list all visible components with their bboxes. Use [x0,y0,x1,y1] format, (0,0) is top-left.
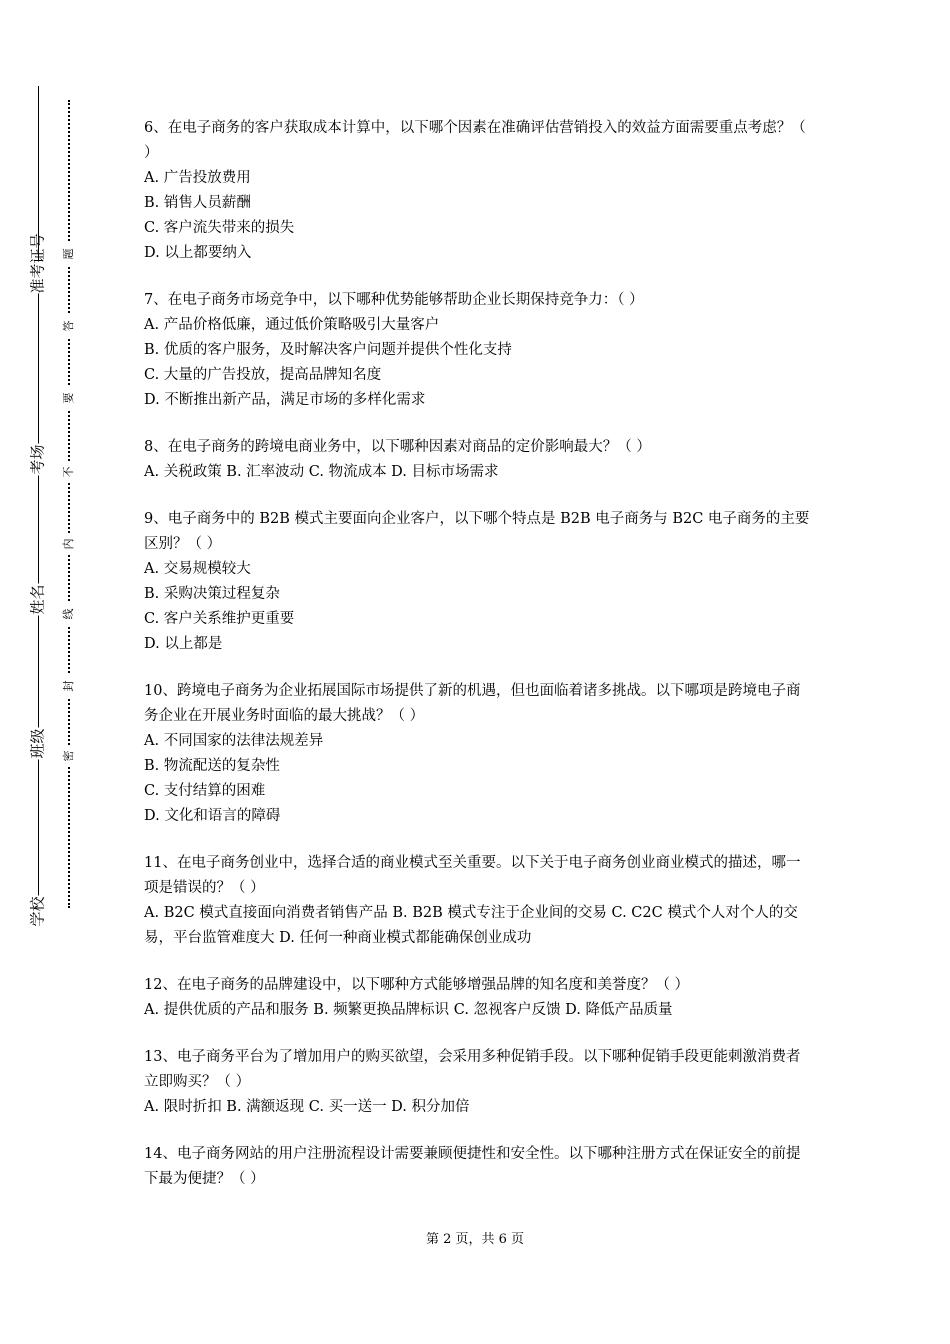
question-7 [144,288,814,413]
seal-char: 封 [61,675,77,697]
options-inline: A. 关税政策 B. 汇率波动 C. 物流成本 D. 目标市场需求 [144,464,499,480]
question-11 [144,851,814,951]
page-footer: 第 2 页，共 6 页 [425,1232,525,1247]
option-b: B. 采购决策过程复杂 [144,586,280,602]
seal-char: 题 [61,243,77,265]
option-a: A. 不同国家的法律法规差异 [144,733,324,749]
exam-room-label: 考场 [28,444,47,475]
question-stem: 13、电子商务平台为了增加用户的购买欲望，会采用多种促销手段。以下哪种促销手段更能刺激消费者立即购买？（ ） [144,1049,801,1090]
option-c: C. 支付结算的困难 [144,783,266,799]
question-14 [144,1142,814,1192]
options-inline: A. 限时折扣 B. 满额返现 C. 买一送一 D. 积分加倍 [144,1099,470,1115]
option-b: B. 销售人员薪酬 [144,195,251,211]
option-a: A. 产品价格低廉，通过低价策略吸引大量客户 [144,317,440,333]
option-d: D. 以上都是 [144,636,223,652]
option-d: D. 文化和语言的障碍 [144,808,281,824]
binding-line [38,86,39,926]
options-inline: A. B2C 模式直接面向消费者销售产品 B. B2B 模式专注于企业间的交易 C. C2C 模式个人对个人的交易，平台监管难度大 D. 任何一种商业模式都能确保创业成功 [144,905,798,946]
exam-id-label: 准考证号 [28,233,47,294]
seal-char: 不 [61,461,77,483]
question-stem: 7、在电子商务市场竞争中，以下哪种优势能够帮助企业长期保持竞争力：（ ） [144,292,644,308]
seal-char: 答 [61,315,77,337]
option-a: A. 广告投放费用 [144,170,251,186]
question-8 [144,435,814,485]
seal-char: 线 [61,603,77,625]
option-c: C. 客户流失带来的损失 [144,220,295,236]
option-c: C. 大量的广告投放，提高品牌知名度 [144,367,382,383]
option-c: C. 客户关系维护更重要 [144,611,295,627]
question-stem: 8、在电子商务的跨境电商业务中，以下哪种因素对商品的定价影响最大？（ ） [144,439,651,455]
question-10 [144,679,814,829]
question-9 [144,507,814,657]
option-d: D. 不断推出新产品，满足市场的多样化需求 [144,392,426,408]
seal-char: 密 [61,745,77,767]
seal-char: 内 [61,533,77,555]
question-list [144,116,814,1214]
question-6 [144,116,814,266]
seal-dotted-line [68,100,70,908]
class-label: 班级 [28,728,47,759]
name-label: 姓名 [28,584,47,615]
question-stem: 9、电子商务中的 B2B 模式主要面向企业客户，以下哪个特点是 B2B 电子商务与 B2C 电子商务的主要区别？（ ） [144,511,810,552]
question-stem: 12、在电子商务的品牌建设中，以下哪种方式能够增强品牌的知名度和美誉度？（ ） [144,977,690,993]
question-stem: 11、在电子商务创业中，选择合适的商业模式至关重要。以下关于电子商务创业商业模式的描述，哪一项是错误的？（ ） [144,855,801,896]
question-stem: 14、电子商务网站的用户注册流程设计需要兼顾便捷性和安全性。以下哪种注册方式在保证安全的前提下最为便捷？（ ） [144,1146,801,1187]
question-13 [144,1045,814,1120]
school-label: 学校 [28,896,47,927]
question-stem: 10、跨境电子商务为企业拓展国际市场提供了新的机遇，但也面临着诸多挑战。以下哪项是跨境电子商务企业在开展业务时面临的最大挑战？（ ） [144,683,801,724]
option-d: D. 以上都要纳入 [144,245,252,261]
option-a: A. 交易规模较大 [144,561,251,577]
question-stem: 6、在电子商务的客户获取成本计算中，以下哪个因素在准确评估营销投入的效益方面需要重点考虑？（ ） [144,120,806,161]
question-12 [144,973,814,1023]
options-inline: A. 提供优质的产品和服务 B. 频繁更换品牌标识 C. 忽视客户反馈 D. 降低产品质量 [144,1002,673,1018]
seal-char: 要 [61,387,77,409]
option-b: B. 优质的客户服务，及时解决客户问题并提供个性化支持 [144,342,512,358]
option-b: B. 物流配送的复杂性 [144,758,280,774]
